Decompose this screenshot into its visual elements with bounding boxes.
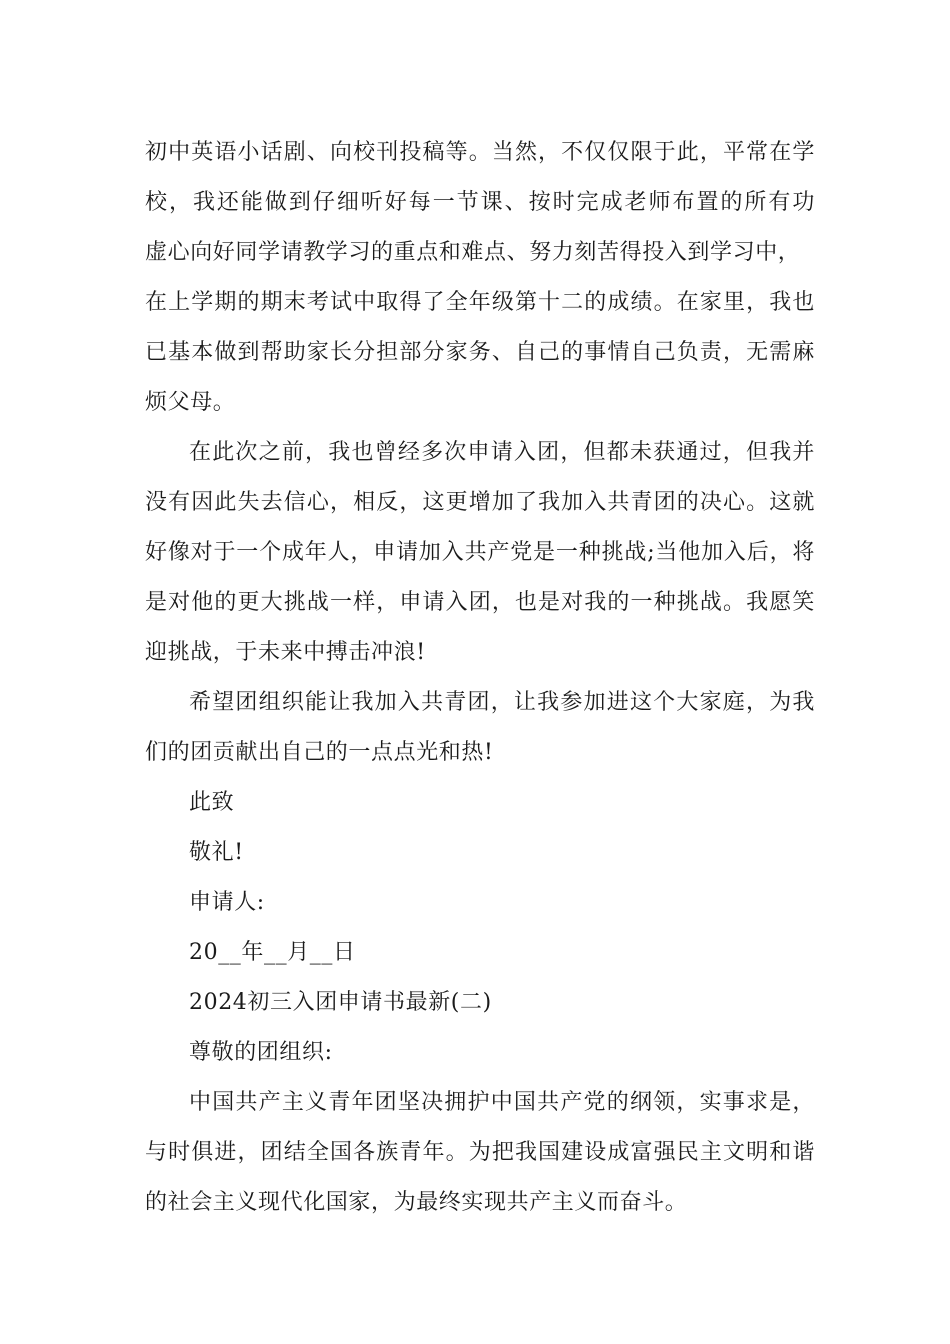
- text-line: 申请人:: [189, 890, 265, 915]
- text-line: 尊敬的团组织:: [189, 1040, 333, 1065]
- text-line: 烦父母。: [145, 390, 236, 415]
- text-line: 在此次之前，我也曾经多次申请入团，但都未获通过，但我并: [189, 440, 815, 465]
- text-line: 20__年__月__日: [189, 940, 356, 965]
- text-line: 没有因此失去信心，相反，这更增加了我加入共青团的决心。这就: [145, 490, 815, 515]
- text-line: 初中英语小话剧、向校刊投稿等。当然，不仅仅限于此，平常在学: [145, 140, 815, 165]
- text-line: 敬礼!: [189, 840, 244, 865]
- text-line: 中国共产主义青年团坚决拥护中国共产党的纲领，实事求是，: [189, 1090, 815, 1115]
- text-line: 与时俱进，团结全国各族青年。为把我国建设成富强民主文明和谐: [145, 1140, 815, 1165]
- text-line: 2024初三入团申请书最新(二): [189, 990, 492, 1015]
- text-line: 虚心向好同学请教学习的重点和难点、努力刻苦得投入到学习中，: [145, 240, 801, 265]
- document-body: [145, 128, 815, 1228]
- text-line: 的社会主义现代化国家，为最终实现共产主义而奋斗。: [145, 1190, 688, 1215]
- text-line: 此致: [189, 790, 235, 815]
- text-line: 好像对于一个成年人，申请加入共产党是一种挑战;当他加入后，将: [145, 540, 815, 565]
- text-line: 校，我还能做到仔细听好每一节课、按时完成老师布置的所有功: [145, 190, 815, 215]
- text-line: 在上学期的期末考试中取得了全年级第十二的成绩。在家里，我也: [145, 290, 815, 315]
- text-line: 是对他的更大挑战一样，申请入团，也是对我的一种挑战。我愿笑: [145, 590, 815, 615]
- text-line: 希望团组织能让我加入共青团，让我参加进这个大家庭，为我: [189, 690, 815, 715]
- text-line: 们的团贡献出自己的一点点光和热!: [145, 740, 494, 765]
- text-line: 迎挑战，于未来中搏击冲浪!: [145, 640, 426, 665]
- text-line: 已基本做到帮助家长分担部分家务、自己的事情自己负责，无需麻: [145, 340, 815, 365]
